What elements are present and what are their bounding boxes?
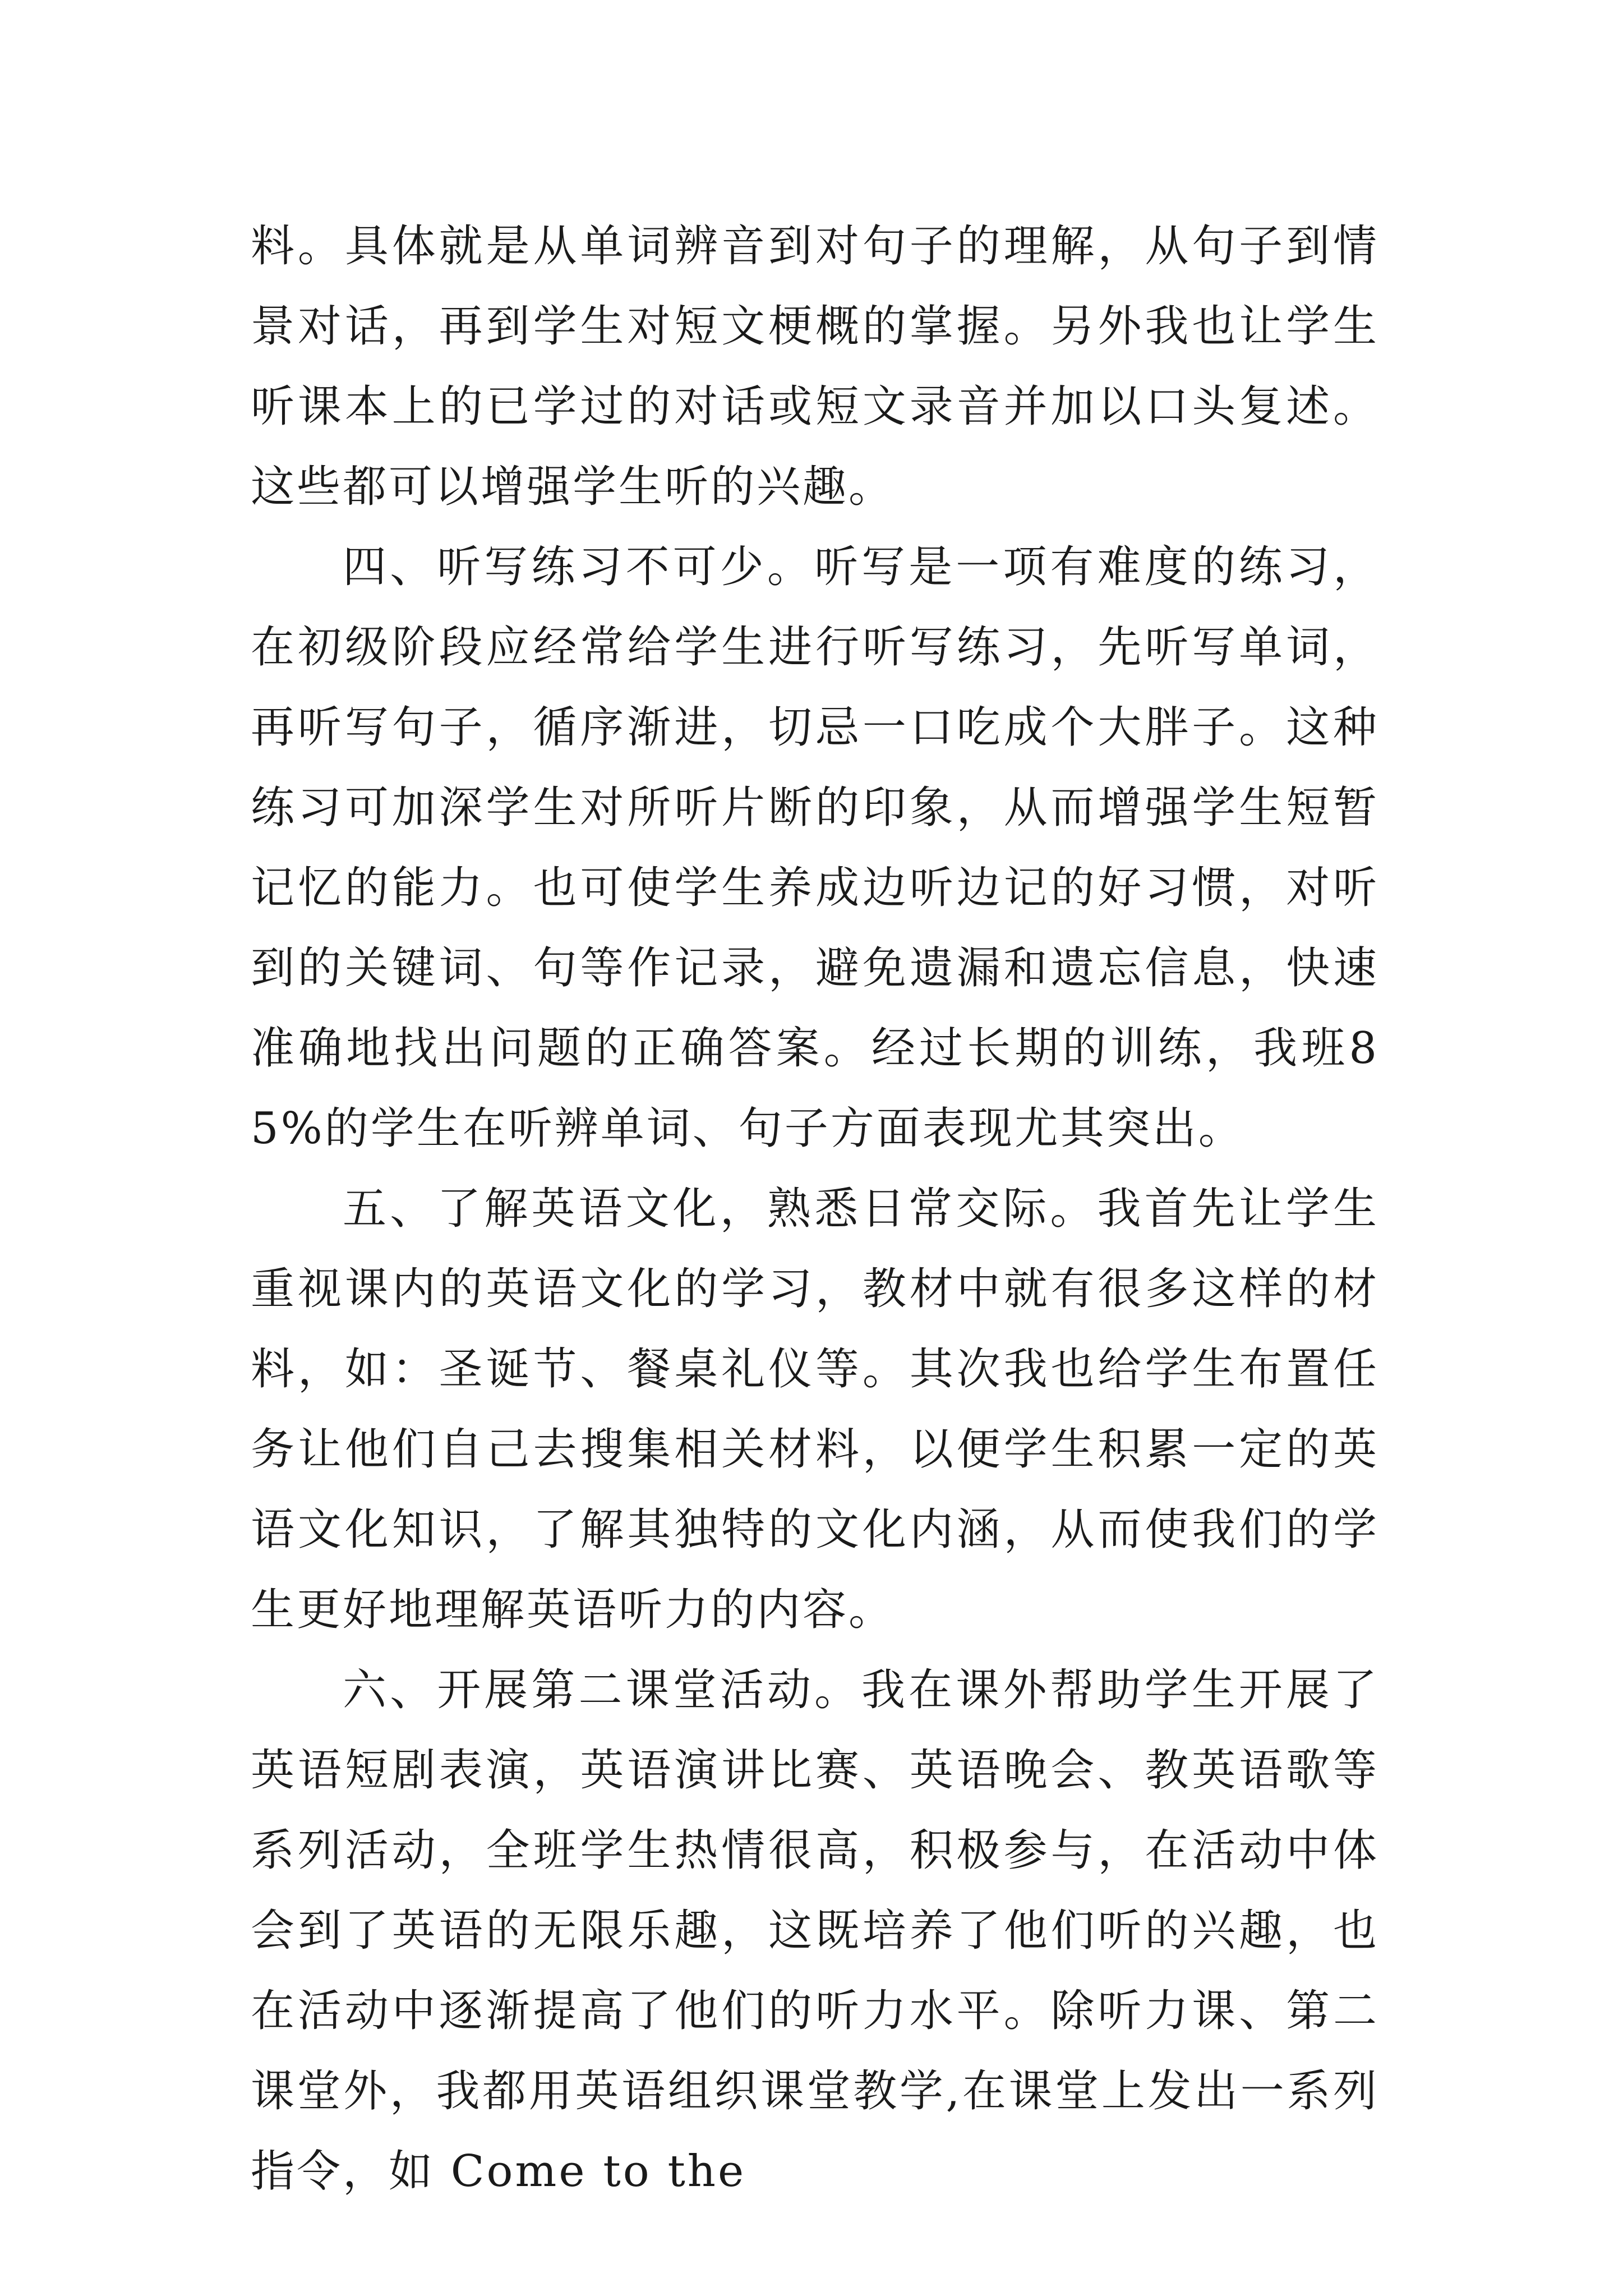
- paragraph-listening-materials: 料。具体就是从单词辨音到对句子的理解，从句子到情景对话，再到学生对短文梗概的掌握。另外我也让学生听课本上的已学过的对话或短文录音并加以口头复述。这些都可以增强学生听的兴趣。: [251, 221, 1379, 512]
- paragraph-dictation-practice: 四、听写练习不可少。听写是一项有难度的练习，在初级阶段应经常给学生进行听写练习，先听写单词，再听写句子，循序渐进，切忌一口吃成个大胖子。这种练习可加深学生对所听片断的印象，从而增强学生短暂记忆的能力。也可使学生养成边听边记的好习惯，对听到的关键词、句等作记录，避免遗漏和遗忘信息，快速准确地找出问题的正确答案。经过长期的训练，我班85%的学生在听辨单词、句子方面表现尤其突出。: [251, 542, 1379, 1154]
- paragraph-english-culture: 五、了解英语文化，熟悉日常交际。我首先让学生重视课内的英语文化的学习，教材中就有很多这样的材料，如：圣诞节、餐桌礼仪等。其次我也给学生布置任务让他们自己去搜集相关材料，以便学生积累一定的英语文化知识，了解其独特的文化内涵，从而使我们的学生更好地理解英语听力的内容。: [251, 1184, 1379, 1635]
- body-text: [251, 206, 1379, 2212]
- paragraph-second-classroom: 六、开展第二课堂活动。我在课外帮助学生开展了英语短剧表演，英语演讲比赛、英语晚会、教英语歌等系列活动，全班学生热情很高，积极参与，在活动中体会到了英语的无限乐趣，这既培养了他们听的兴趣，也在活动中逐渐提高了他们的听力水平。除听力课、第二课堂外，我都用英语组织课堂教学,在课堂上发出一系列指令，如 Come to the: [251, 1665, 1379, 2197]
